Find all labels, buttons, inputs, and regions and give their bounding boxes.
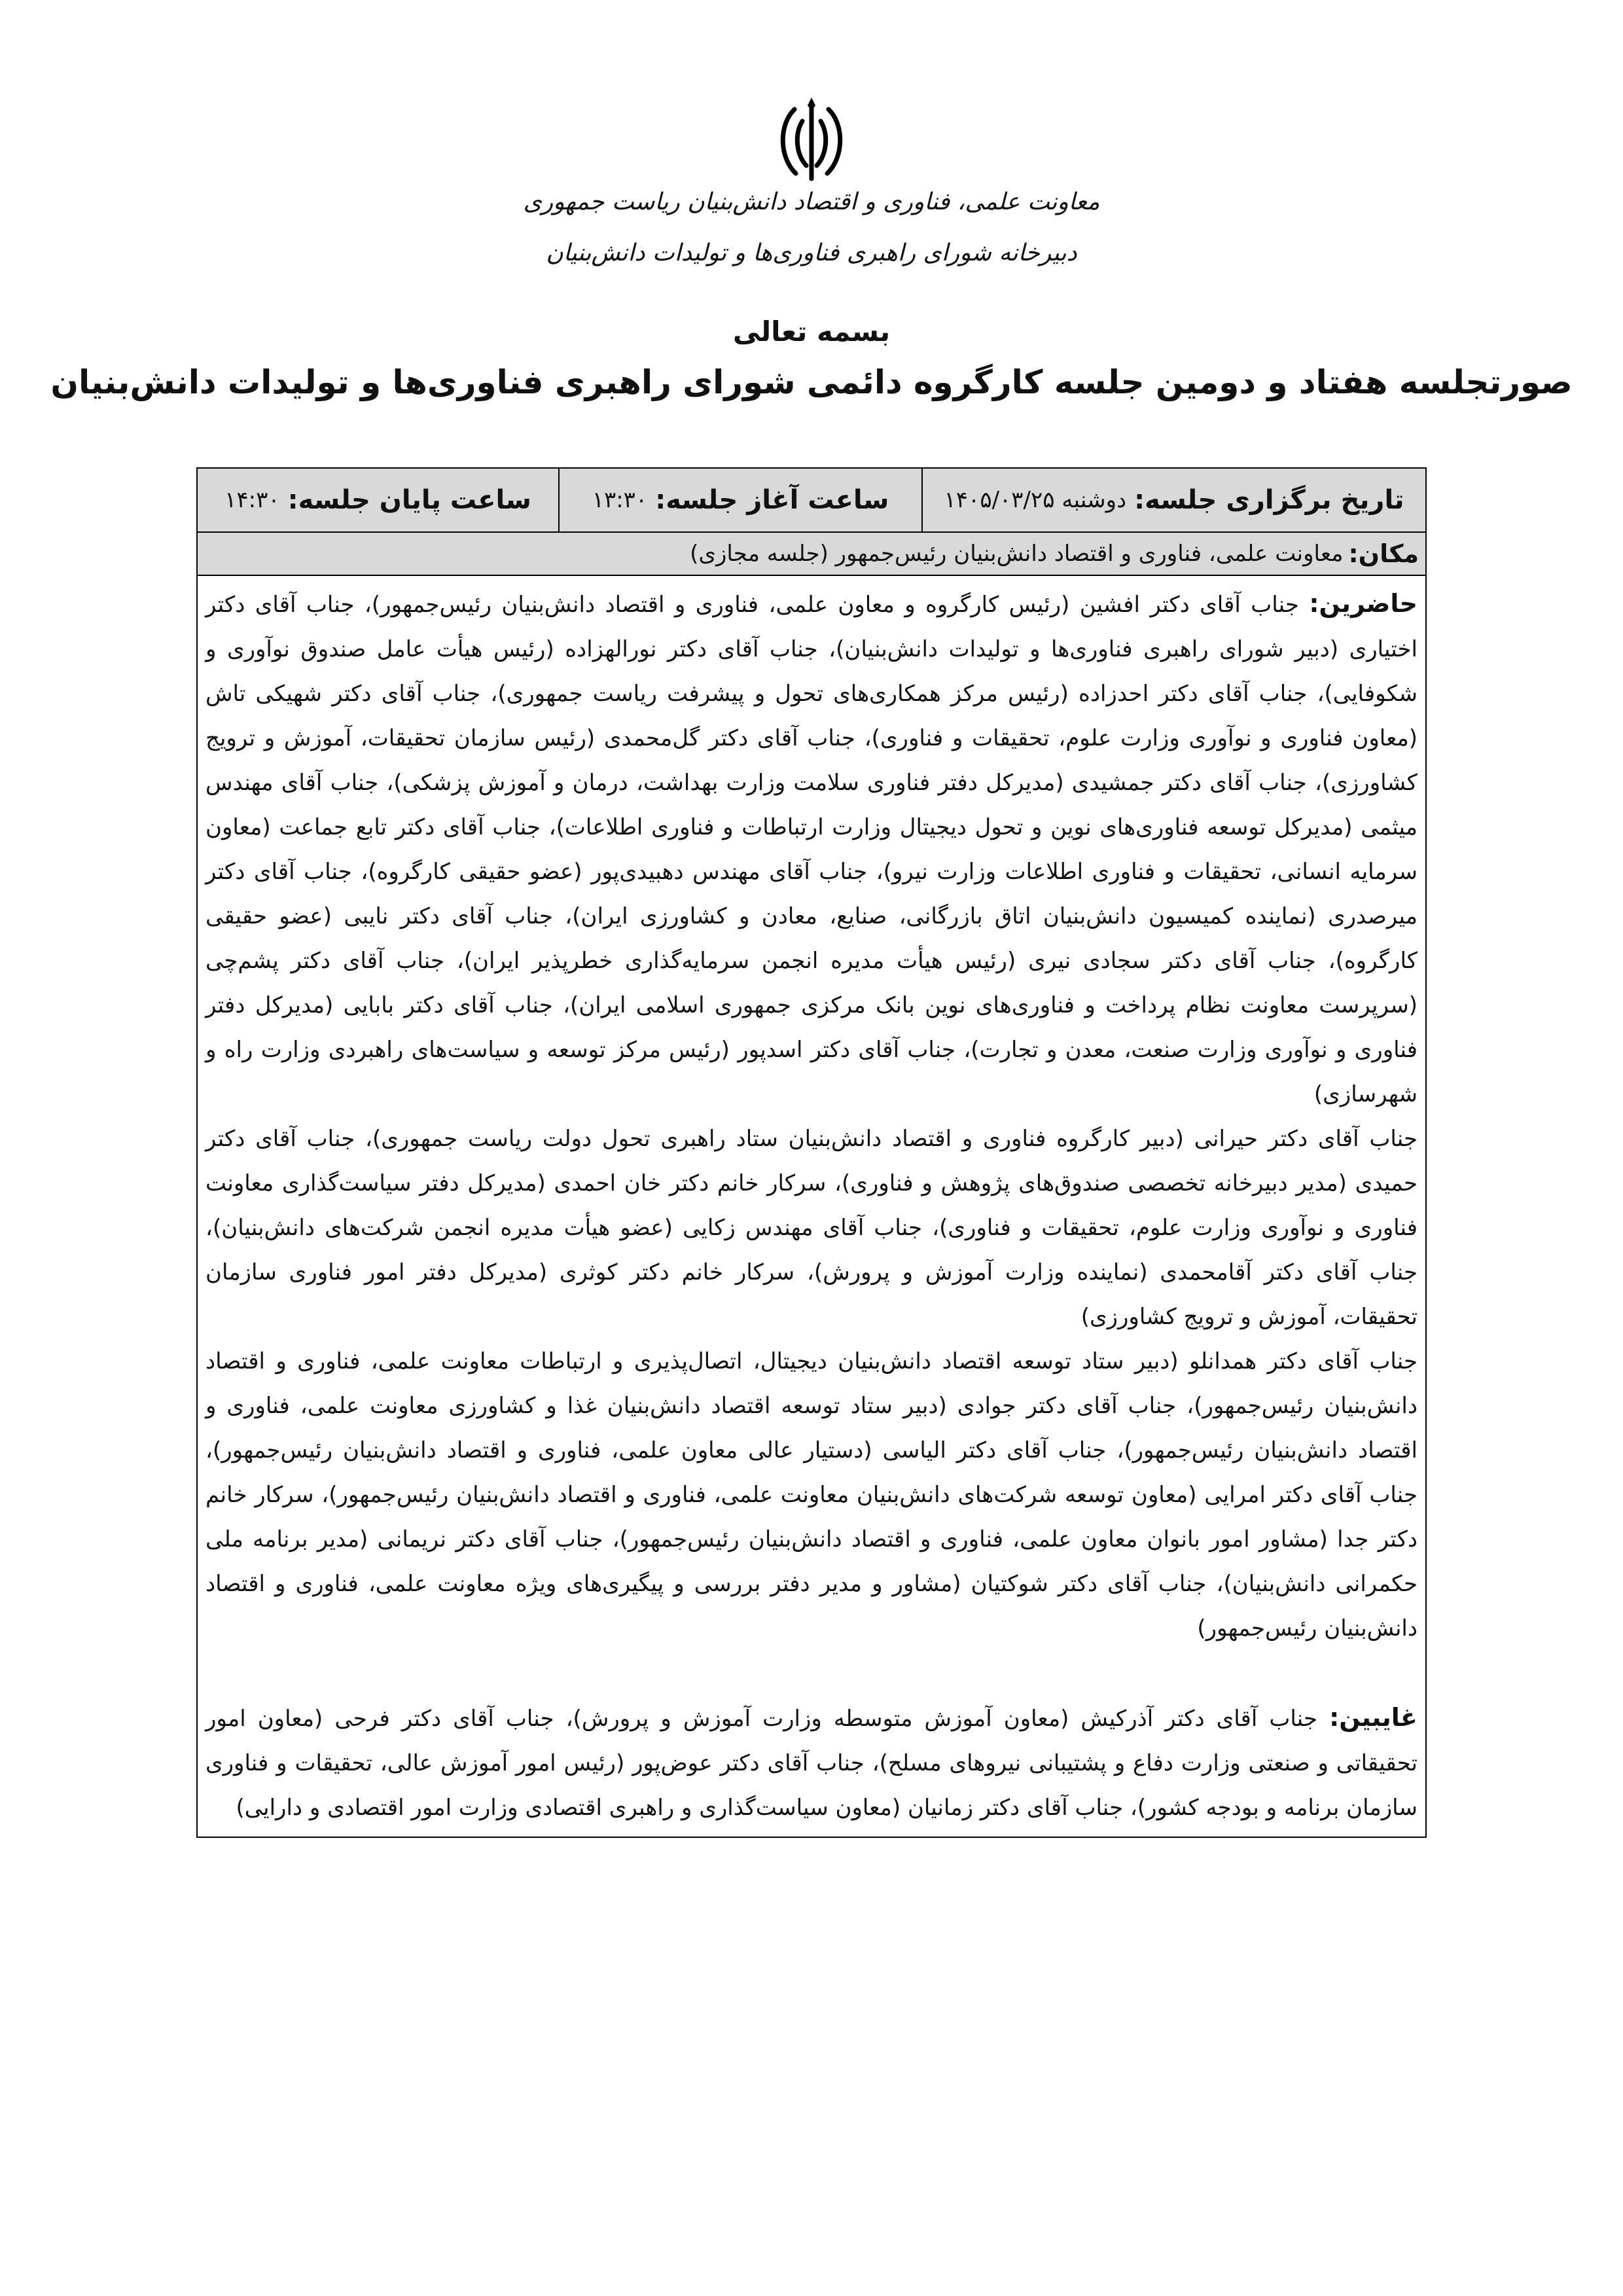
iran-emblem-icon	[772, 95, 851, 187]
start-time-value: ۱۳:۳۰	[592, 487, 648, 513]
organization-name: معاونت علمی، فناوری و اقتصاد دانش‌بنیان ریاست جمهوری	[523, 188, 1100, 215]
meeting-info-row	[198, 469, 1425, 533]
absent-paragraph	[205, 1695, 1418, 1830]
section-spacer	[205, 1651, 1418, 1695]
absent-label: غایبین:	[1329, 1703, 1418, 1732]
basmala: بسمه تعالی	[732, 315, 891, 348]
present-text-1: جناب آقای دکتر افشین (رئیس کارگروه و معاون علمی، فناوری و اقتصاد دانش‌بنیان رئیس‌جمهور)، جناب آقای دکتر اختیاری (دبیر شورای راهبری فناوری‌ها و تولیدات دانش‌بنیان)، جناب آقای دکتر نورالهزاده (رئیس هیأت عامل صندوق نوآوری و شکوفایی)، جناب آقای دکتر احدزاده (رئیس مرکز همکاری‌های تحول و پیشرفت ریاست جمهوری)، جناب آقای دکتر شهیکی تاش (معاون فناوری و نوآوری وزارت علوم، تحقیقات و فناوری)، جناب آقای دکتر گل‌محمدی (رئیس سازمان تحقیقات، آموزش و ترویج کشاورزی)، جناب آقای دکتر جمشیدی (مدیرکل دفتر فناوری سلامت وزارت بهداشت، درمان و آموزش پزشکی)، جناب آقای مهندس میثمی (مدیرکل توسعه فناوری‌های نوین و تحول دیجیتال وزارت ارتباطات و فناوری اطلاعات)، جناب آقای دکتر تابع جماعت (معاون سرمایه انسانی، تحقیقات و فناوری اطلاعات وزارت نیرو)، جناب آقای مهندس دهبیدی‌پور (عضو حقیقی کارگروه)، جناب آقای دکتر میرصدری (نماینده کمیسیون دانش‌بنیان اتاق بازرگانی، صنایع، معادن و کشاورزی ایران)، جناب آقای دکتر نایبی (عضو حقیقی کارگروه)، جناب آقای دکتر سجادی نیری (رئیس هیأت مدیره انجمن سرمایه‌گذاری خطرپذیر ایران)، جناب آقای دکتر پشم‌چی (سرپرست معاونت نظام پرداخت و فناوری‌های نوین بانک مرکزی جمهوری اسلامی ایران)، جناب آقای دکتر بابایی (مدیرکل دفتر فناوری و نوآوری وزارت صنعت، معدن و تجارت)، جناب آقای دکتر اسدپور (رئیس مرکز توسعه و سیاست‌های راهبردی وزارت راه و شهرسازی)	[205, 592, 1418, 1107]
meeting-date-value: دوشنبه ۱۴۰۵/۰۳/۲۵	[944, 487, 1127, 513]
meeting-place-row	[198, 533, 1425, 576]
absent-text: جناب آقای دکتر آذرکیش (معاون آموزش متوسطه وزارت آموزش و پرورش)، جناب آقای دکتر فرحی (معاون امور تحقیقاتی و صنعتی وزارت دفاع و پشتیبانی نیروهای مسلح)، جناب آقای دکتر عوض‌پور (رئیس امور آموزش عالی، تحقیقات و فناوری سازمان برنامه و بودجه کشور)، جناب آقای دکتر زمانیان (معاون سیاست‌گذاری و راهبری اقتصادی وزارت امور اقتصادی و دارایی)	[205, 1706, 1418, 1821]
end-time-value: ۱۴:۳۰	[224, 487, 280, 513]
document-title: صورتجلسه هفتاد و دومین جلسه کارگروه دائمی شورای راهبری فناوری‌ها و تولیدات دانش‌بنیان	[50, 363, 1573, 401]
end-time-cell	[198, 469, 558, 531]
end-time-label: ساعت پایان جلسه:	[287, 485, 531, 515]
present-paragraph-3: جناب آقای دکتر همدانلو (دبیر ستاد توسعه اقتصاد دانش‌بنیان دیجیتال، اتصال‌پذیری و ارتباطات معاونت علمی، فناوری و اقتصاد دانش‌بنیان رئیس‌جمهور)، جناب آقای دکتر جوادی (دبیر ستاد توسعه اقتصاد دانش‌بنیان غذا و کشاورزی معاونت علمی، فناوری و اقتصاد دانش‌بنیان رئیس‌جمهور)، جناب آقای دکتر الیاسی (دستیار عالی معاون علمی، فناوری و اقتصاد دانش‌بنیان رئیس‌جمهور)، جناب آقای دکتر امرایی (معاون توسعه شرکت‌های دانش‌بنیان معاونت علمی، فناوری و اقتصاد دانش‌بنیان رئیس‌جمهور)، سرکار خانم دکتر جدا (مشاور امور بانوان معاون علمی، فناوری و اقتصاد دانش‌بنیان رئیس‌جمهور)، جناب آقای دکتر نریمانی (مدیر برنامه ملی حکمرانی دانش‌بنیان)، جناب آقای دکتر شوکتیان (مشاور و مدیر دفتر بررسی و پیگیری‌های ویژه معاونت علمی، فناوری و اقتصاد دانش‌بنیان رئیس‌جمهور)	[205, 1348, 1418, 1641]
start-time-label: ساعت آغاز جلسه:	[655, 485, 889, 515]
present-paragraph-2: جناب آقای دکتر حیرانی (دبیر کارگروه فناوری و اقتصاد دانش‌بنیان ستاد راهبری تحول دولت ریاست جمهوری)، جناب آقای دکتر حمیدی (مدیر دبیرخانه تخصصی صندوق‌های پژوهش و فناوری)، سرکار خانم دکتر خان احمدی (مدیرکل دفتر سیاست‌گذاری معاونت فناوری و نوآوری وزارت علوم، تحقیقات و فناوری)، جناب آقای مهندس زکایی (عضو هیأت مدیره انجمن شرکت‌های دانش‌بنیان)، جناب آقای دکتر آقامحمدی (نماینده وزارت آموزش و پرورش)، سرکار خانم دکتر کوثری (مدیرکل دفتر امور فناوری سازمان تحقیقات، آموزش و ترویج کشاورزی)	[205, 1126, 1418, 1330]
present-label: حاضرین:	[1309, 589, 1418, 618]
meeting-date-cell	[921, 469, 1425, 531]
place-value: معاونت علمی، فناوری و اقتصاد دانش‌بنیان رئیس‌جمهور (جلسه مجازی)	[690, 541, 1344, 567]
minutes-table	[196, 467, 1427, 1838]
start-time-cell	[558, 469, 921, 531]
place-label: مکان:	[1348, 539, 1419, 568]
meeting-date-label: تاریخ برگزاری جلسه:	[1134, 485, 1404, 515]
present-paragraph-1	[205, 581, 1418, 1117]
secretariat-name: دبیرخانه شورای راهبری فناوری‌ها و تولیدات دانش‌بنیان	[546, 240, 1077, 266]
attendees-section	[198, 576, 1425, 1837]
